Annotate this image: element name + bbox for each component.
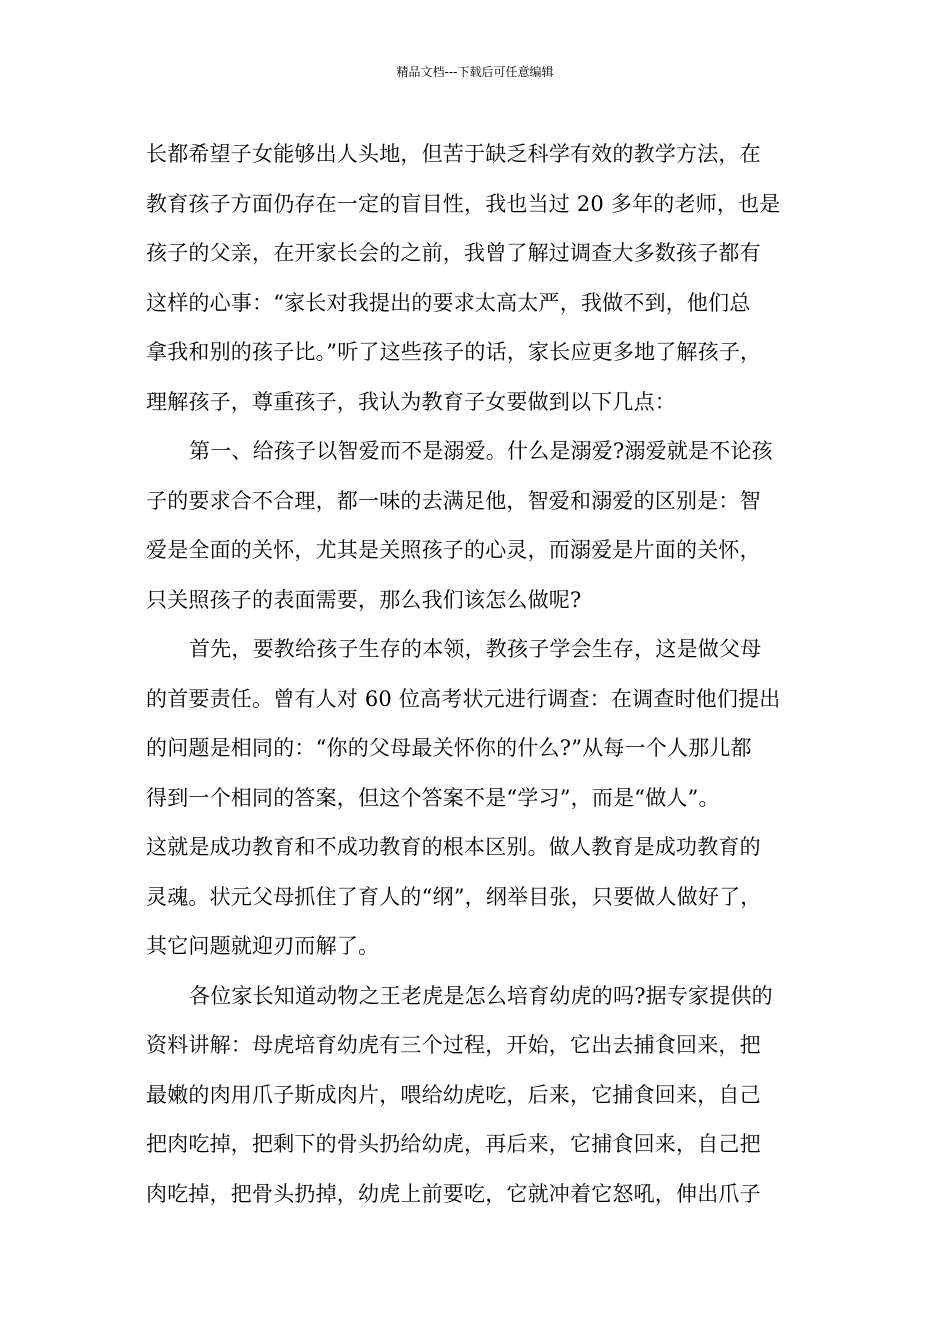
text-line: 这就是成功教育和不成功教育的根本区别。做人教育是成功教育的 — [146, 835, 761, 859]
text-line: 最嫩的肉用爪子斯成肉片，喂给幼虎吃，后来，它捕食回来，自己 — [146, 1082, 761, 1107]
text-line: 爱是全面的关怀，尤其是关照孩子的心灵，而溺爱是片面的关怀， — [146, 538, 761, 562]
text-line: 资料讲解：母虎培育幼虎有三个过程，开始，它出去捕食回来，把 — [146, 1033, 761, 1057]
text-line: 理解孩子，尊重孩子，我认为教育子女要做到以下几点： — [146, 389, 676, 414]
paragraph-first-line: 各位家长知道动物之王老虎是怎么培育幼虎的吗?据专家提供的 — [189, 983, 773, 1008]
text-line: 孩子的父亲，在开家长会的之前，我曾了解过调查大多数孩子都有 — [146, 241, 761, 265]
text-line: 灵魂。状元父母抓住了育人的“纲”，纲举目张，只要做人做好了， — [146, 884, 762, 909]
text-line: 的问题是相同的：“你的父母最关怀你的什么?”从每一个人那儿都 — [146, 736, 752, 760]
text-line: 子的要求合不合理，都一味的去满足他，智爱和溺爱的区别是：智 — [146, 488, 761, 513]
paragraph-first-line: 首先，要教给孩子生存的本领，教孩子学会生存，这是做父母 — [189, 637, 762, 661]
text-line: 的首要责任。曾有人对 60 位高考状元进行调查：在调查时他们提出 — [146, 686, 781, 711]
text-line: 这样的心事：“家长对我提出的要求太高太严，我做不到，他们总 — [146, 290, 751, 315]
text-line: 把肉吃掉，把剩下的骨头扔给幼虎，再后来，它捕食回来，自己把 — [146, 1132, 761, 1156]
text-line: 教育孩子方面仍存在一定的盲目性，我也当过 20 多年的老师，也是 — [146, 191, 781, 216]
text-line: 长都希望子女能够出人头地，但苦于缺乏科学有效的教学方法，在 — [146, 142, 761, 166]
text-line: 肉吃掉，把骨头扔掉，幼虎上前要吃，它就冲着它怒吼，伸出爪子 — [146, 1181, 761, 1206]
text-line: 其它问题就迎刃而解了。 — [146, 934, 380, 958]
text-line: 拿我和别的孩子比。”听了这些孩子的话，家长应更多地了解孩子， — [146, 340, 762, 364]
text-line: 得到一个相同的答案，但这个答案不是“学习”，而是“做人”。 — [146, 785, 720, 810]
text-line: 只关照孩子的表面需要，那么我们该怎么做呢? — [146, 587, 582, 612]
page-header: 精品文档---下载后可任意编辑 — [396, 65, 554, 79]
document-body — [146, 130, 826, 1219]
paragraph-first-line: 第一、给孩子以智爱而不是溺爱。什么是溺爱?溺爱就是不论孩 — [189, 439, 773, 463]
